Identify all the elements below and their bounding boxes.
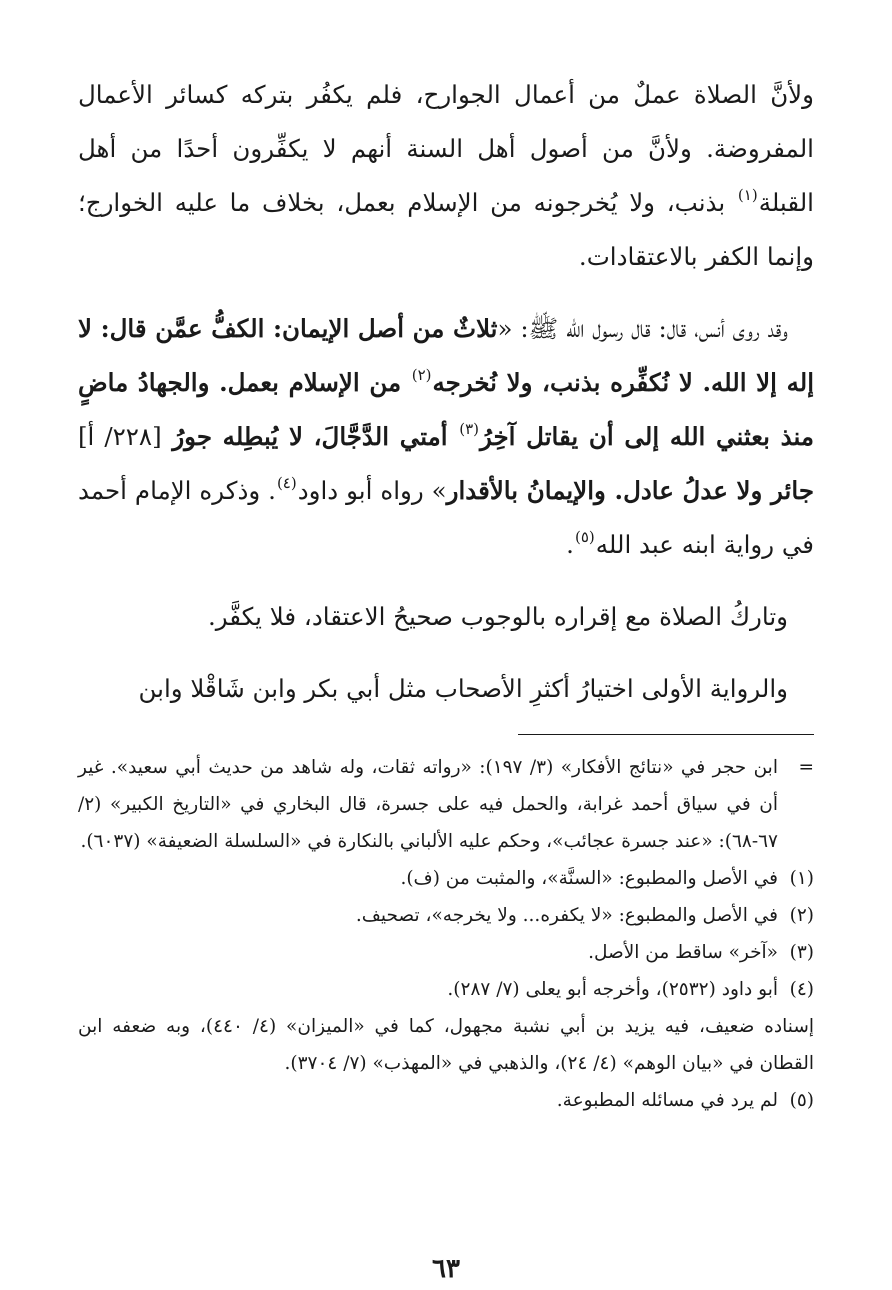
hadith-source: » رواه أبو داود [297,476,447,505]
footnote-marker: = [798,757,814,778]
footnote-marker: (٣) [789,942,814,963]
footnote-ref-3[interactable]: (٣) [459,420,479,438]
hadith-text-b: من الإسلام بعمل. والجهادُ ماضٍ منذ بعثني الله إلى أن يقاتل آخِرُ [78,368,814,451]
footnotes [78,749,814,1119]
footnote-marker: (١) [789,868,814,889]
main-text [78,68,814,716]
footnote-2 [78,897,814,934]
hadith-text-d: جائر ولا عدلُ عادل. والإيمانُ بالأقدار [446,476,814,505]
paragraph-1-text-a: ولأنَّ الصلاة عملٌ من أعمال الجوارح، فلم يكفُر بتركه كسائر الأعمال المفروضة. ولأنَّ من أصول أهل السنة أنهم لا يكفِّرون أحدًا من أهل القبلة [78,80,814,217]
hadith-text-c: أمتي الدَّجَّالَ، لا يُبطِله جورُ [161,422,459,451]
paragraph-3: وتاركُ الصلاة مع إقراره بالوجوب صحيحُ الاعتقاد، فلا يكفَّر. [207,602,788,631]
paragraph-1 [78,68,814,284]
paragraph-4: والرواية الأولى اختيارُ أكثرِ الأصحاب مثل أبي بكر وابن شَاقْلا وابن [138,674,788,703]
footnote-text: في الأصل والمطبوع: «لا يكفره... ولا يخرجه»، تصحيف. [355,905,778,926]
footnote-marker: (٢) [789,905,814,926]
hadith-text-a: ثلاثٌ من أصل الإيمان: الكفُّ عمَّن قال: لا إله إلا الله. لا نُكفِّره بذنب، ولا نُخرجه [78,314,814,397]
footnote-divider [518,734,814,735]
footnote-ref-5[interactable]: (٥) [574,528,595,546]
hadith-source-b: . وذكره الإمام أحمد في رواية ابنه عبد الله [78,476,814,559]
footnote-text: ابن حجر في «نتائج الأفكار» (٣/ ١٩٧): «رواته ثقات، وله شاهد من حديث أبي سعيد». غير أن في سياق أحمد غرابة، والحمل فيه على جسرة، قال البخاري في «التاريخ الكبير» (٢/ ٦٧-٦٨): «عند جسرة عجائب»، وحكم عليه الألباني بالنكارة في «السلسلة الضعيفة» (٦٠٣٧). [78,757,778,852]
footnote-4 [78,971,814,1008]
book-page [78,68,814,1250]
paragraph-2-hadith [78,302,814,572]
page-number: ٦٣ [432,1254,460,1284]
footnote-marker: (٤) [789,979,814,1000]
hadith-source-end: . [566,530,574,559]
hadith-intro: وقد روى أنس، قال: قال رسول الله ﷺ: « [497,314,788,343]
footnote-4-continued: إسناده ضعيف، فيه يزيد بن أبي نشبة مجهول، كما في «الميزان» (٤/ ٤٤٠)، وبه ضعفه ابن القطان في «بيان الوهم» (٤/ ٢٤)، والذهبي في «المهذب» (٧/ ٣٧٠٤). [78,1016,814,1074]
footnote-marker: (٥) [789,1090,814,1111]
footnote-1 [78,860,814,897]
footnote-ref-4[interactable]: (٤) [276,474,297,492]
footnote-text: أبو داود (٢٥٣٢)، وأخرجه أبو يعلى (٧/ ٢٨٧). [447,979,778,1000]
footnote-ref-2[interactable]: (٢) [411,366,432,384]
footnote-text: لم يرد في مسائله المطبوعة. [556,1090,778,1111]
footnote-5 [78,1082,814,1119]
footnote-continued [78,749,814,860]
footnote-3 [78,934,814,971]
footnote-text: في الأصل والمطبوع: «السنَّة»، والمثبت من (ف). [400,868,778,889]
manuscript-folio-marker: [٢٢٨/ أ] [78,422,162,451]
paragraph-1-text-b: بذنب، ولا يُخرجونه من الإسلام بعمل، بخلاف ما عليه الخوارج؛ وإنما الكفر بالاعتقادات. [78,188,814,271]
footnote-text: «آخر» ساقط من الأصل. [588,942,778,963]
footnote-ref-1[interactable]: (١) [737,186,758,204]
